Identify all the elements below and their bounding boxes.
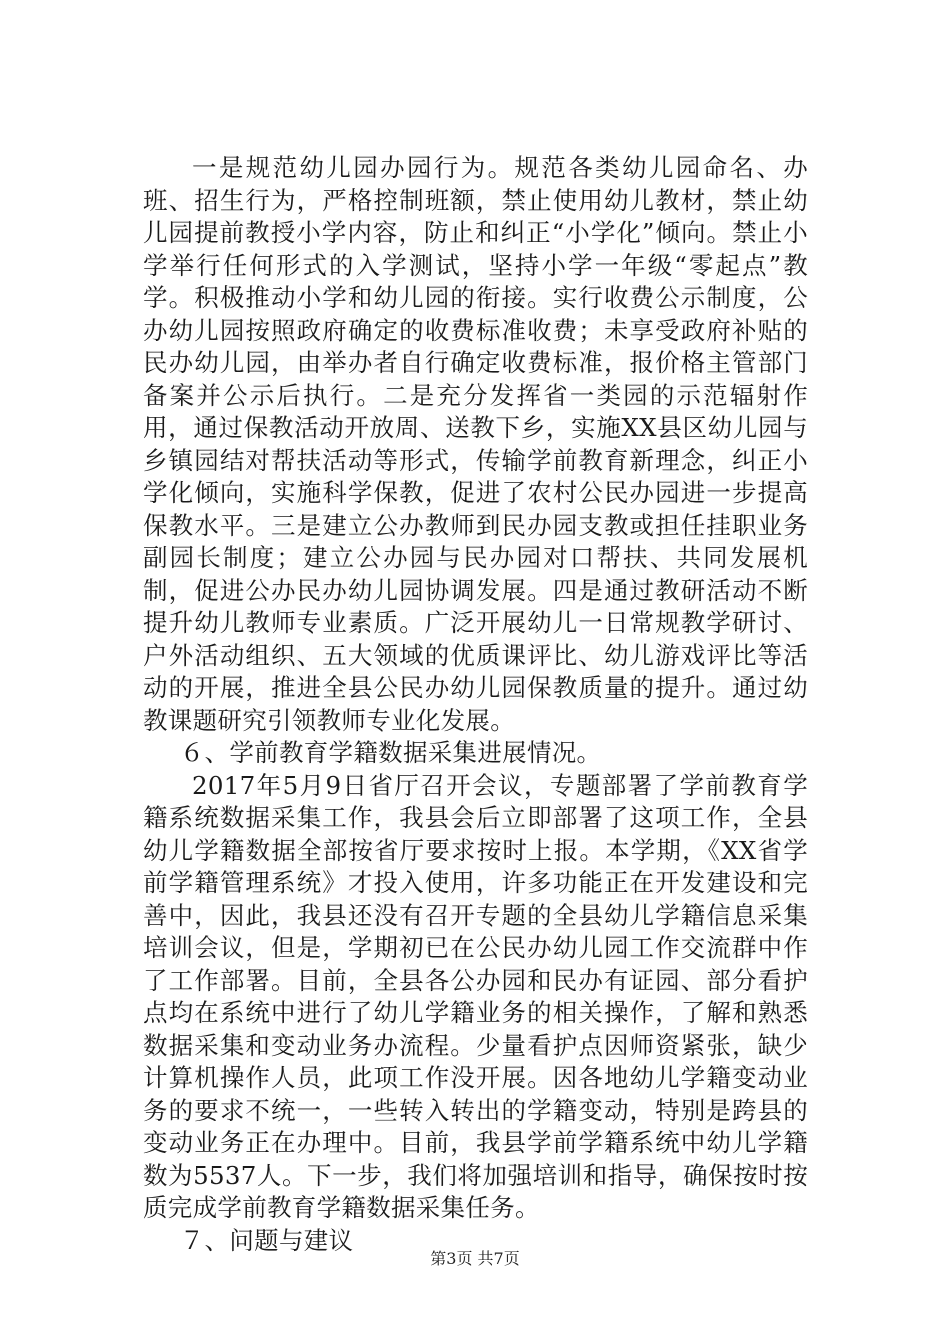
section-heading-6: ６、学前教育学籍数据采集进展情况。: [179, 738, 602, 767]
section-heading-7: ７、问题与建议: [179, 1225, 354, 1255]
page-footer: 第3页 共7页: [430, 1249, 520, 1268]
paragraph-kindergarten-regulation: 一是规范幼儿园办园行为。规范各类幼儿园命名、办班、招生行为，严格控制班额，禁止使用幼儿教材，禁止幼儿园提前教授小学内容，防止和纠正“小学化”倾向。禁止小学举行任何形式的入学测试，坚持小学一年级“零起点”教学。积极推动小学和幼儿园的衔接。实行收费公示制度，公办幼儿园按照政府确定的收费标准收费；未享受政府补贴的民办幼儿园，由举办者自行确定收费标准，报价格主管部门备案并公示后执行。二是充分发挥省一类园的示范辐射作用，通过保教活动开放周、送教下乡，实施XX县区幼儿园与乡镇园结对帮扶活动等形式，传输学前教育新理念，纠正小学化倾向，实施科学保教，促进了农村公民办园进一步提高保教水平。三是建立公办教师到民办园支教或担任挂职业务副园长制度；建立公办园与民办园对口帮扶、共同发展机制，促进公办民办幼儿园协调发展。四是通过教研活动不断提升幼儿教师专业素质。广泛开展幼儿一日常规教学研讨、户外活动组织、五大领域的优质课评比、幼儿游戏评比等活动的开展，推进全县公民办幼儿园保教质量的提升。通过幼教课题研究引领教师专业化发展。: [143, 153, 808, 735]
paragraph-enrollment-data: 2017年5月9日省厅召开会议，专题部署了学前教育学籍系统数据采集工作，我县会后立即部署了这项工作，全县幼儿学籍数据全部按省厅要求按时上报。本学期，《XX省学前学籍管理系统》才投入使用，许多功能正在开发建设和完善中，因此，我县还没有召开专题的全县幼儿学籍信息采集培训会议，但是，学期初已在公民办幼儿园工作交流群中作了工作部署。目前，全县各公办园和民办有证园、部分看护点均在系统中进行了幼儿学籍业务的相关操作，了解和熟悉数据采集和变动业务办流程。少量看护点因师资紧张，缺少计算机操作人员，此项工作没开展。因各地幼儿学籍变动业务的要求不统一，一些转入转出的学籍变动，特别是跨县的变动业务正在办理中。目前，我县学前学籍系统中幼儿学籍数为5537人。下一步，我们将加强培训和指导，确保按时按质完成学前教育学籍数据采集任务。: [143, 770, 808, 1222]
document-body: [143, 152, 808, 1257]
